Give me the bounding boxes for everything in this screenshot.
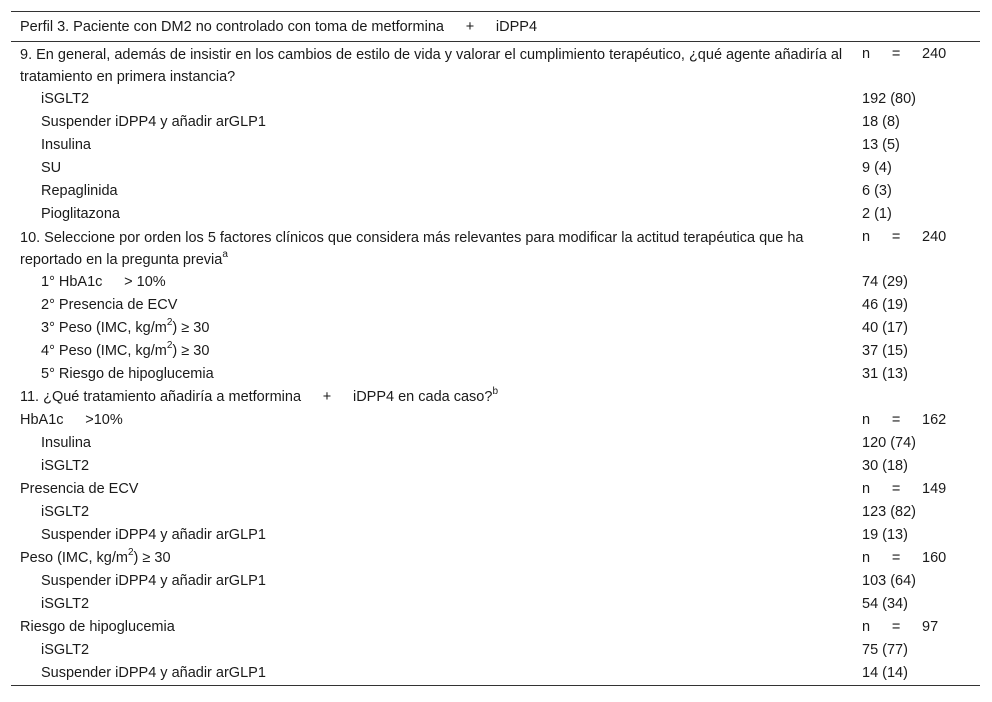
table-row bbox=[11, 317, 980, 340]
table-row bbox=[11, 43, 980, 88]
table-row bbox=[11, 134, 980, 157]
case-label: Riesgo de hipoglucemia bbox=[20, 619, 175, 635]
option-label: Insulina bbox=[41, 137, 91, 153]
table-row bbox=[11, 88, 980, 111]
option-value: 2 (1) bbox=[862, 206, 892, 222]
question-10 bbox=[11, 226, 853, 271]
case-label-text: Peso (IMC, kg/m bbox=[20, 550, 128, 566]
table-row bbox=[11, 203, 980, 226]
table-row bbox=[11, 180, 980, 203]
question-9: 9. En general, además de insistir en los cambios de estilo de vida y valorar el cumplimiento terapéutico, ¿qué agente añadiría al tratamiento en primera instancia? bbox=[20, 47, 843, 85]
option-label-text: ) ≥ 30 bbox=[172, 343, 210, 359]
table-header bbox=[11, 12, 980, 42]
case-n: n = 97 bbox=[862, 619, 939, 635]
table-row bbox=[11, 639, 980, 662]
option-label: Suspender iDPP4 y añadir arGLP1 bbox=[41, 527, 266, 543]
case-label-text: ) ≥ 30 bbox=[133, 550, 171, 566]
option-label: iSGLT2 bbox=[41, 458, 90, 474]
table-row bbox=[11, 432, 980, 455]
superscript: 2 bbox=[127, 547, 134, 559]
option-label-text: 3° Peso (IMC, kg/m bbox=[41, 320, 167, 336]
option-label bbox=[11, 340, 853, 363]
question-11 bbox=[11, 386, 853, 409]
option-label: Suspender iDPP4 y añadir arGLP1 bbox=[41, 573, 266, 589]
option-value: 103 (64) bbox=[862, 573, 917, 589]
question-10-text: 10. Seleccione por orden los 5 factores clínicos que considera más relevantes para modificar la actitud terapéutica que ha reportado en la pregunta previa bbox=[20, 230, 804, 268]
option-label bbox=[11, 317, 853, 340]
table-row bbox=[11, 363, 980, 386]
option-value: 40 (17) bbox=[862, 320, 908, 336]
table-row bbox=[11, 111, 980, 134]
option-value: 192 (80) bbox=[862, 91, 917, 107]
table-row bbox=[11, 524, 980, 547]
survey-table bbox=[11, 11, 980, 686]
option-label: 5° Riesgo de hipoglucemia bbox=[41, 366, 214, 382]
option-label: Pioglitazona bbox=[41, 206, 120, 222]
question-11-text: 11. ¿Qué tratamiento añadiría a metformina + iDPP4 en cada caso? bbox=[20, 389, 493, 405]
option-value: 37 (15) bbox=[862, 343, 908, 359]
table-row bbox=[11, 157, 980, 180]
table-row bbox=[11, 616, 980, 639]
option-label: Suspender iDPP4 y añadir arGLP1 bbox=[41, 665, 266, 681]
option-value: 54 (34) bbox=[862, 596, 908, 612]
case-n: n = 162 bbox=[862, 412, 947, 428]
table-row bbox=[11, 547, 980, 570]
case-n: n = 149 bbox=[862, 481, 947, 497]
option-label-text: 4° Peso (IMC, kg/m bbox=[41, 343, 167, 359]
option-value: 14 (14) bbox=[862, 665, 908, 681]
table-title: Perfil 3. Paciente con DM2 no controlado con toma de metformina + iDPP4 bbox=[20, 18, 538, 35]
table-row bbox=[11, 501, 980, 524]
case-n: n = 160 bbox=[862, 550, 947, 566]
option-value: 123 (82) bbox=[862, 504, 917, 520]
footnote-marker: b bbox=[492, 386, 498, 398]
case-label bbox=[11, 547, 853, 570]
table-row bbox=[11, 478, 980, 501]
table-bottom-rule bbox=[11, 685, 980, 686]
option-label: iSGLT2 bbox=[41, 91, 90, 107]
question-9-n: n = 240 bbox=[862, 46, 947, 62]
table-row bbox=[11, 455, 980, 478]
superscript: 2 bbox=[166, 317, 173, 329]
footnote-marker: a bbox=[222, 249, 228, 261]
superscript: 2 bbox=[166, 340, 173, 352]
table-row bbox=[11, 662, 980, 685]
case-label: Presencia de ECV bbox=[20, 481, 139, 497]
question-11-n bbox=[853, 386, 980, 409]
option-label-text: ) ≥ 30 bbox=[172, 320, 210, 336]
option-value: 31 (13) bbox=[862, 366, 908, 382]
option-label: 2° Presencia de ECV bbox=[41, 297, 178, 313]
table-row bbox=[11, 593, 980, 616]
table-row bbox=[11, 340, 980, 363]
case-label: HbA1c >10% bbox=[20, 412, 123, 428]
option-value: 46 (19) bbox=[862, 297, 908, 313]
table-row bbox=[11, 226, 980, 271]
option-label: SU bbox=[41, 160, 62, 176]
option-label: Suspender iDPP4 y añadir arGLP1 bbox=[41, 114, 266, 130]
option-value: 13 (5) bbox=[862, 137, 900, 153]
option-label: Insulina bbox=[41, 435, 91, 451]
option-label: iSGLT2 bbox=[41, 596, 90, 612]
option-label: iSGLT2 bbox=[41, 504, 90, 520]
option-label: iSGLT2 bbox=[41, 642, 90, 658]
option-value: 74 (29) bbox=[862, 274, 908, 290]
table-row bbox=[11, 409, 980, 432]
table-row bbox=[11, 271, 980, 294]
table-body bbox=[11, 42, 980, 685]
option-value: 18 (8) bbox=[862, 114, 900, 130]
option-value: 9 (4) bbox=[862, 160, 892, 176]
option-value: 19 (13) bbox=[862, 527, 908, 543]
option-label: 1° HbA1c > 10% bbox=[41, 274, 166, 290]
option-value: 75 (77) bbox=[862, 642, 908, 658]
table-row bbox=[11, 386, 980, 409]
table-row bbox=[11, 294, 980, 317]
question-10-n: n = 240 bbox=[862, 229, 947, 245]
table-row bbox=[11, 570, 980, 593]
option-label: Repaglinida bbox=[41, 183, 118, 199]
option-value: 6 (3) bbox=[862, 183, 892, 199]
option-value: 30 (18) bbox=[862, 458, 908, 474]
option-value: 120 (74) bbox=[862, 435, 917, 451]
